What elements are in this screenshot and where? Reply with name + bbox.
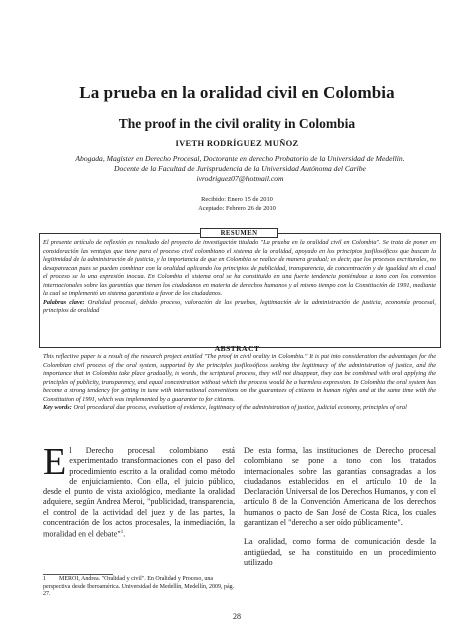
article-title: La prueba en la oralidad civil en Colombia [79, 83, 395, 102]
page-number: 28 [233, 612, 241, 621]
body-paragraph: El Derecho procesal colombiano está experimentado transformaciones con el paso del procedimiento escrito a la oralidad como método de enjuiciamiento. Con ella, el juicio público, desde el punto de vista axiológico, mediante la oralidad adquiere, según Andrea Meroi, "publicidad, transparencia, el control de la actividad del juez y de las partes, la concentración de los actos procesales, la inmediación, la moralidad en el debate"$^1$. [43, 441, 235, 540]
resumen-keywords [43, 299, 436, 316]
footnote-divider [43, 574, 113, 575]
resumen-label: RESUMEN [200, 228, 278, 238]
accepted-date: Aceptado: Febrero 26 de 2010 [198, 204, 276, 212]
abstract-label: ABSTRACT [214, 344, 260, 353]
abstract-body [43, 353, 436, 413]
body-column-right [244, 446, 436, 568]
footnote-number: 1 [43, 576, 46, 582]
body-paragraph-text: l Derecho procesal colombiano está experimentado transformaciones con el paso del procedimiento escrito a la oralidad como método de enjuiciamiento. Con ella, el juicio público, desde el punto de vista axiológico, mediante la oralidad adquiere, según Andrea Meroi, "publicidad, transparencia, el control de la actividad del juez y de las partes, la concentración de los actos procesales, la inmediación, la moralidad en el debate" [43, 446, 235, 540]
resumen-text: El presente artículo de reflexión es resultado del proyecto de investigación titulado "La prueba en la oralidad civil en Colombia". Se trata de poner en consideración las ventajas que tiene para el proceso civil colombiano el sistema de la oralidad, apoyado en los principios jusfilosóficos que buscan la legitimidad de la administración de justicia, y la importancia de que en Colombia se realice de manera gradual; es decir, que los procesos escriturales, no desaparezcan pues se pueden combinar con la oralidad aplicando los principios de publicidad, transparencia, de concentración y de igualdad sin el cual el proceso se lo una expresión inocua. En Colombia el sistema oral se ha constituido en una fuerte tendencia poniéndose a tono con los convenios internacionales sobre las garantías que tienen los ciudadanos en materia de derechos humanos y al mismo tiempo con la Constitución de 1991, mediante la cual se implementó un sistema garantista a favor de los ciudadanos. [43, 239, 436, 298]
footnote-reference[interactable]: 1 [120, 530, 124, 536]
author-affiliation [40, 154, 440, 184]
affiliation-line: Abogada, Magíster en Derecho Procesal, Doctorante en derecho Probatorio de la Universidad de Medellín. [75, 154, 405, 163]
footnote-text: MEROI, Andrea. "Oralidad y civil". En Oralidad y Proceso, una perspectiva desde Iberoamérica. Universidad de Medellín, Medellín, 2009, pág. 27. [43, 576, 235, 598]
author-email: ivrodriguez07@hotmail.com [196, 174, 284, 183]
abstract-keywords-label: Key words: [43, 404, 72, 412]
article-dates [0, 196, 474, 213]
abstract-keywords [43, 404, 436, 413]
article-subtitle: The proof in the civil orality in Colombia [118, 116, 356, 131]
abstract-text: This reflective paper is a result of the research project entitled "The proof in civil orality in Colombia." It is put into consideration the advantages for the Colombian civil process of the oral system, supported by the principles jusfilosóficos seeking the legitimacy of the administration of justice, and the importance that in Colombia take place gradually, is words, the scriptural process, they will not disappear, they can be combined with oral applying the principles of publicity, transparency, and equal concentration without which the process would be a harmless expression. In Colombia the oral system has become a strong tendency for getting in tune with international conventions on the guarantees of citizens in human rights and at the same time with the Constitution of 1991, which was implemented by a guarantor to for citizens. [43, 353, 436, 403]
footnote [43, 576, 235, 599]
received-date: Recibido: Enero 15 de 2010 [201, 196, 273, 203]
author-name: IVETH RODRÍGUEZ MUÑOZ [175, 138, 299, 148]
abstract-keywords-text: Oral procedural due process, evaluation of evidence, legitimacy of the administration of justice, judicial economy, principles of oral [73, 404, 407, 412]
affiliation-line: Docente de la Facultad de Jurisprudencia de la Universidad Autónoma del Caribe [114, 164, 366, 173]
drop-cap: E [43, 441, 67, 483]
body-column-left [43, 441, 235, 540]
body-paragraph: La oralidad, como forma de comunicación desde la antigüedad, se ha constituido en un procedimiento utilizado [244, 537, 436, 567]
body-paragraph: De esta forma, las instituciones de Derecho procesal colombiano se pone a tono con los tratados internacionales sobre las garantías consagradas a los ciudadanos establecidos en el artículo 10 de la Declaración Universal de los Derechos Humanos, y con el artículo 8 de la Convención Americana de los derechos humanos o pacto de San José de Costa Rica, los cuales garantizan el "derecho a ser oído públicamente". [244, 446, 436, 528]
resumen-keywords-label: Palabras clave: [43, 298, 85, 306]
resumen-body [43, 239, 436, 316]
resumen-keywords-text: Oralidad procesal, debido proceso, valoración de las pruebas, legitimación de la administración de justicia, economía procesal, principios de oralidad [43, 298, 436, 315]
